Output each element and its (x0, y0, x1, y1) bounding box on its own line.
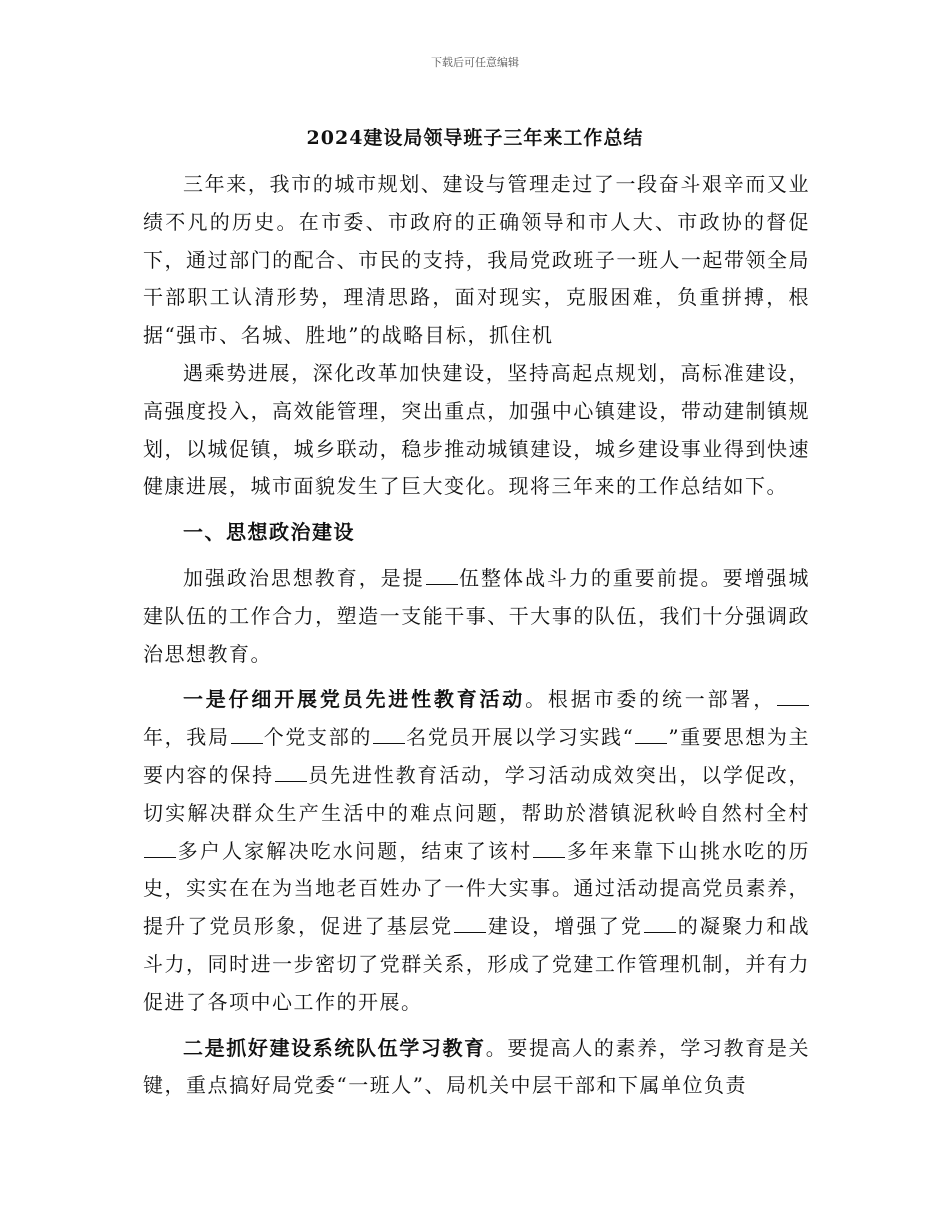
document-body (143, 166, 810, 1105)
text-run: 。要提高人的素养，学习教育是关键，重点搞好局党委“一班人”、局机关中层干部和下属单位负责 (143, 1035, 810, 1098)
paragraph-political-education (143, 560, 810, 673)
section-heading: 一、思想政治建设 (183, 520, 355, 545)
header-note: 下载后可任意编辑 (431, 56, 519, 69)
paragraph-intro: 三年来，我市的城市规划、建设与管理走过了一段奋斗艰辛而又业绩不凡的历史。在市委、市政府的正确领导和市人大、市政协的督促下，通过部门的配合、市民的支持，我局党政班子一班人一起带领全局干部职工认清形势，理清思路，面对现实，克服困难，负重拼搏，根据“强市、名城、胜地”的战略目标，抓住机 (143, 172, 810, 348)
blank-line (373, 723, 405, 744)
blank-line (635, 723, 667, 744)
text-run: 多户人家解决吃水问题，结束了该村 (177, 838, 533, 863)
text-run: 。根据市委的统一部署， (525, 687, 777, 712)
text-run: 建设，增强了党 (487, 914, 644, 939)
text-run: 多年来靠下山挑水吃的历史，实实在在为当地老百姓办了一件大实事。通过活动提高党员素养，提升了党员形象，促进了基层党 (143, 838, 811, 939)
paragraph-lead: 二是抓好建设系统队伍学习教育 (183, 1035, 486, 1060)
paragraph-party-education (143, 681, 810, 1021)
text-run: 加强政治思想教育，是提 (183, 565, 425, 590)
text-run: 伍整体战斗力的重要前提。要增强城建队伍的工作合力，塑造一支能干事、干大事的队伍，我们十分强调政治思想教育。 (143, 565, 811, 666)
paragraph-team-education (143, 1030, 810, 1106)
blank-line (144, 837, 176, 858)
blank-line (533, 837, 565, 858)
page-title: 2024建设局领导班子三年来工作总结 (306, 127, 644, 149)
text-run: ”重要思想为主要内容的保持 (143, 725, 811, 787)
blank-line (644, 912, 676, 933)
text-run: 员先进性教育活动，学习活动成效突出，以学促改，切实解决群众生产生活中的难点问题，帮助於潜镇泥秋岭自然村全村 (143, 762, 811, 825)
text-run: 年，我局 (143, 725, 230, 750)
blank-line (426, 564, 458, 585)
text-run: 的凝聚力和战斗力，同时进一步密切了党群关系，形成了党建工作管理机制，并有力促进了各项中心工作的开展。 (143, 914, 811, 1014)
paragraph-progress: 遇乘势进展，深化改革加快建设，坚持高起点规划，高标准建设，高强度投入，高效能管理，突出重点，加强中心镇建设，带动建制镇规划，以城促镇，城乡联动，稳步推动城镇建设，城乡建设事业得到快速健康进展，城市面貌发生了巨大变化。现将三年来的工作总结如下。 (143, 360, 810, 499)
blank-line (777, 685, 809, 706)
paragraph-lead: 一是仔细开展党员先进性教育活动 (183, 687, 526, 712)
text-run: 名党员开展以学习实践“ (406, 725, 635, 750)
blank-line (275, 761, 307, 782)
text-run: 个党支部的 (263, 725, 373, 750)
blank-line (454, 912, 486, 933)
blank-line (231, 723, 263, 744)
